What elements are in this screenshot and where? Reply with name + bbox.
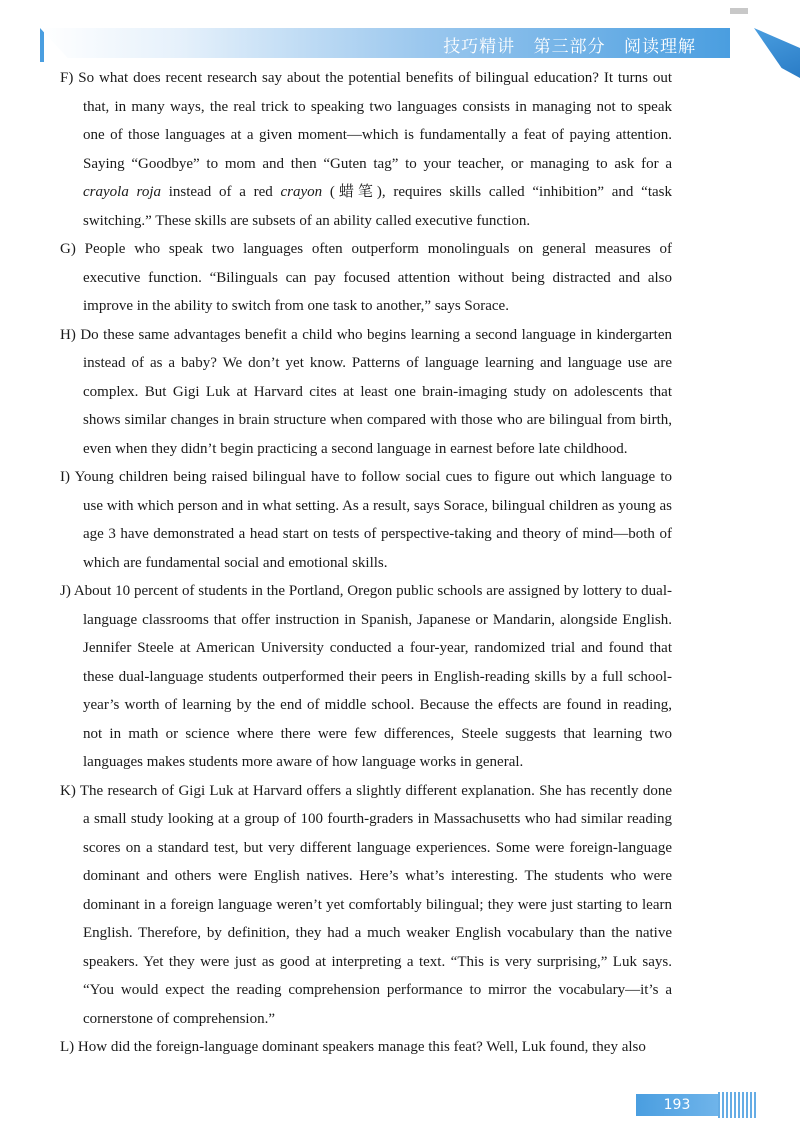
paragraph-text-part: So what does recent research say about the potential benefits of bilingual education? It turns out that, in many ways, the real trick to speaking two languages consists in managing not to speak one of those languages at a given moment—which is fundamentally a feat of paying attention. Saying “Goodbye” to mom and then “Guten tag” to your teacher, or managing to ask for a [78,70,673,172]
paragraph-text-part: (蜡笔), requires skills called “inhibition” and “task switching.” These skills are subsets of an ability called executive function. [83,184,672,229]
paragraph-text: About 10 percent of students in the Portland, Oregon public schools are assigned by lottery to dual-language classrooms that offer instruction in Spanish, Japanese or Mandarin, alongside English. Jennifer Steele at American University conducted a four-year, randomized trial and found that these dual-language students outperformed their peers in English-reading skills by a full school-year’s worth of learning by the end of middle school. Because the effects are found in reading, not in math or science where there were few differences, Steele suggests that learning two languages makes students more aware of how language works in general. [73,583,672,770]
paragraph-text: How did the foreign-language dominant speakers manage this feat? Well, Luk found, they also [77,1039,646,1055]
paragraph-g [60,235,672,321]
article-body [60,64,672,1062]
paragraph-text: People who speak two languages often outperform monolinguals on general measures of executive function. “Bilinguals can pay focused attention without being distracted and also improve in the ability to switch from one task to another,” says Sorace. [83,241,672,314]
paragraph-text: Young children being raised bilingual have to follow social cues to figure out which language to use with which person and in what setting. As a result, says Sorace, bilingual children as young as age 3 have demonstrated a head start on tests of perspective-taking and theory of mind—both of which are fundamental social and emotional skills. [74,469,672,571]
paragraph-text-part: instead of a red [161,184,281,200]
header-segment-2: 第三部分 [533,37,606,57]
paragraph-k [60,777,672,1034]
paragraph-label: J) [60,583,71,599]
paragraph-h [60,321,672,464]
paragraph-text: Do these same advantages benefit a child who begins learning a second language in kindergarten instead of as a baby? We don’t yet know. Patterns of language learning and language use are complex. But Gigi Luk at Harvard cites at least one brain-imaging study on adolescents that shows similar changes in brain structure when compared with those who are bilingual from birth, even when they didn’t begin practicing a second language in earnest before late childhood. [80,326,672,457]
paragraph-label: L) [60,1039,75,1055]
paragraph-label: K) [60,782,76,799]
paragraph-label: I) [60,469,70,485]
header-left-strip [40,28,44,62]
edge-decoration [730,8,748,14]
page-number: 193 [636,1094,718,1116]
paragraph-l [60,1033,672,1062]
paragraph-text: The research of Gigi Luk at Harvard offers a slightly different explanation. She has recently done a small study looking at a group of 100 fourth-graders in Massachusetts who had similar reading scores on a standard test, but very different language experiences. Some were foreign-language dominant and others were English natives. Here’s what’s interesting. The students who were dominant in a foreign language weren’t yet comfortably bilingual; they were just starting to learn English. Therefore, by definition, they had a much weaker English vocabulary than the native speakers. Yet they were just as good at interpreting a text. “This is very surprising,” Luk says. “You would expect the reading comprehension performance to mirror the vocabulary—it’s a cornerstone of comprehension.” [79,782,672,1027]
paragraph-f [60,64,672,235]
paragraph-i [60,463,672,577]
paragraph-label: F) [60,70,74,86]
paragraph-j [60,577,672,777]
header-segment-3: 阅读理解 [624,37,696,57]
italic-term: crayola roja [83,184,162,200]
paragraph-label: G) [60,241,76,257]
page-number-decoration [718,1092,756,1118]
italic-term: crayon [280,184,323,200]
header-segment-1: 技巧精讲 [443,37,516,57]
page-edge-tab [754,28,800,78]
paragraph-label: H) [60,326,76,343]
section-header [431,32,696,57]
